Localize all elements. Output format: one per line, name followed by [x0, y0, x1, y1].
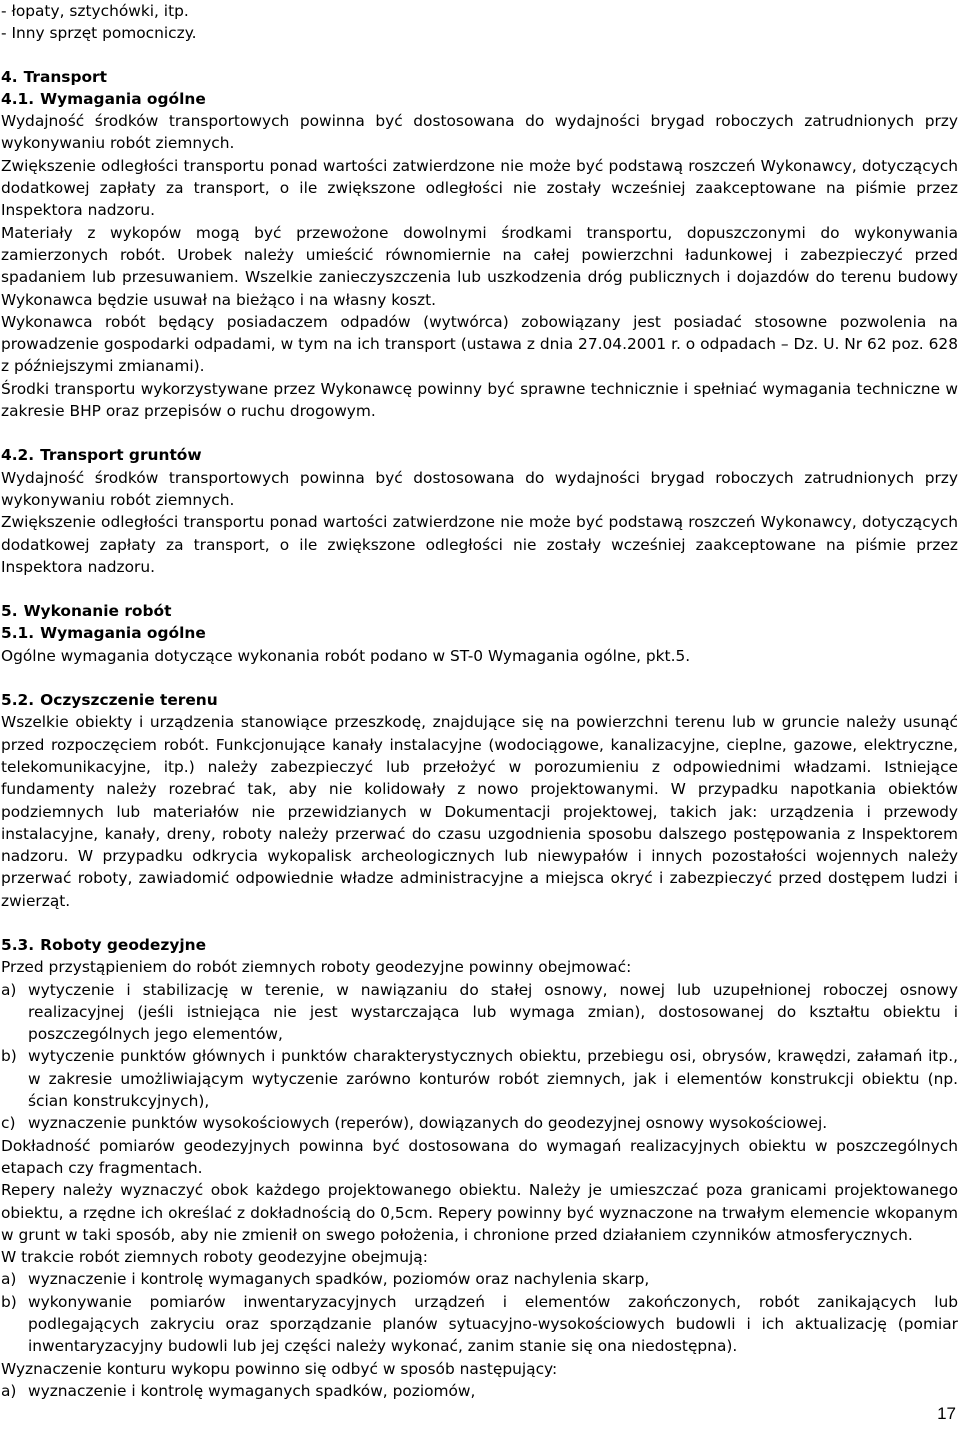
paragraph: Wykonawca robót będący posiadaczem odpadów (wytwórca) zobowiązany jest posiadać stosowne pozwolenia na prowadzenie gospodarki odpadami, w tym na ich transport (ustawa z dnia 27.04.2001 r. o odpadach – Dz. U. Nr 62 poz. 628 z późniejszymi zmianami).: [1, 312, 958, 376]
section-heading: 5. Wykonanie robót: [1, 602, 172, 621]
list-item: a) wytyczenie i stabilizację w terenie, w nawiązaniu do stałej osnowy, nowej lub uzupełnionej roboczej osnowy realizacyjnej (jeśli istniejąca nie jest wystarczająca lub wymaga zmian), dostosowanej do kształtu obiektu i poszczególnych jego elementów,: [1, 980, 958, 1044]
intro-line: - Inny sprzęt pomocniczy.: [1, 24, 197, 43]
subsection-heading: 4.1. Wymagania ogólne: [1, 89, 206, 108]
list-item: a) wyznaczenie i kontrolę wymaganych spadków, poziomów,: [1, 1381, 476, 1400]
list-item: c) wyznaczenie punktów wysokościowych (reperów), dowiązanych do geodezyjnej osnowy wysokościowej.: [1, 1114, 828, 1133]
paragraph: Przed przystąpieniem do robót ziemnych roboty geodezyjne powinny obejmować:: [1, 958, 632, 977]
list-item: b) wykonywanie pomiarów inwentaryzacyjnych urządzeń i elementów zakończonych, robót zanikających lub podlegających zakryciu oraz sporządzanie planów sytuacyjno-wysokościowych budowli i ich aktualizację (pomiar inwentaryzacyjny budowli lub jej części należy wykonać, zanim stanie się ona niedostępna).: [1, 1292, 958, 1356]
paragraph: Zwiększenie odległości transportu ponad wartości zatwierdzone nie może być podstawą roszczeń Wykonawcy, dotyczących dodatkowej zapłaty za transport, o ile zwiększone odległości nie zostały wcześniej zaakceptowane na piśmie przez Inspektora nadzoru.: [1, 513, 958, 576]
list-item: b) wytyczenie punktów głównych i punktów charakterystycznych obiektu, przebiegu osi, obrysów, krawędzi, załamań itp., w zakresie umożliwiającym wytyczenie zarówno konturów robót ziemnych, jak i elementów konstrukcji obiektu (np. ścian konstrukcyjnych),: [1, 1047, 958, 1111]
paragraph: Wydajność środków transportowych powinna być dostosowana do wydajności brygad roboczych zatrudnionych przy wykonywaniu robót ziemnych.: [1, 112, 958, 153]
paragraph: Środki transportu wykorzystywane przez Wykonawcę powinny być sprawne technicznie i spełniać wymagania techniczne w zakresie BHP oraz przepisów o ruchu drogowym.: [1, 379, 958, 421]
paragraph: Repery należy wyznaczyć obok każdego projektowanego obiektu. Należy je umieszczać poza granicami projektowanego obiektu, a rzędne ich określać z dokładnością do 0,5cm. Repery powinny być wyznaczone na trwałym elemencie wkopanym w grunt w taki sposób, aby nie zmienił on swego położenia, i chronione przed działaniem czynników atmosferycznych.: [1, 1181, 958, 1244]
paragraph: Wydajność środków transportowych powinna być dostosowana do wydajności brygad roboczych zatrudnionych przy wykonywaniu robót ziemnych.: [1, 468, 958, 509]
subsection-heading: 5.2. Oczyszczenie terenu: [1, 691, 218, 710]
paragraph: Materiały z wykopów mogą być przewożone dowolnymi środkami transportu, dopuszczonymi do wykonywania zamierzonych robót. Urobek należy umieścić równomiernie na całej powierzchni ładunkowej i zabezpieczyć przed spadaniem lub przesuwaniem. Wszelkie zanieczyszczenia lub uszkodzenia dróg publicznych i dojazdów do terenu budowy Wykonawca będzie usuwał na bieżąco i na własny koszt.: [1, 223, 958, 309]
paragraph: Dokładność pomiarów geodezyjnych powinna być dostosowana do wymagań realizacyjnych obiektu w poszczególnych etapach czy fragmentach.: [1, 1136, 958, 1177]
subsection-heading: 4.2. Transport gruntów: [1, 446, 202, 465]
subsection-heading: 5.3. Roboty geodezyjne: [1, 935, 207, 954]
paragraph: Wszelkie obiekty i urządzenia stanowiące przeszkodę, znajdujące się na powierzchni terenu lub w gruncie należy usunąć przed rozpoczęciem robót. Funkcjonujące kanały instalacyjne (wodociągowe, kanalizacyjne, cieplne, gazowe, elektryczne, telekomunikacyjne, itp.) należy zabezpieczyć lub przełożyć w porozumieniu z odpowiednimi władzami. Istniejące fundamenty należy rozebrać tak, aby nie kolidowały z nowo projektowanymi. W przypadku napotkania obiektów podziemnych lub materiałów nie przewidzianych w Dokumentacji projektowej, takich jak: urządzenia i przewody instalacyjne, kanały, dreny, roboty należy przerwać do czasu uzgodnienia sposobu dalszego postępowania z Inspektorem nadzoru. W przypadku odkrycia wykopalisk archeologicznych lub niewypałów i innych pozostałości wojennych należy przerwać roboty, zawiadomić odpowiednie władze administracyjne a miejsca okryć i zabezpieczyć przed dostępem ludzi i zwierząt.: [1, 713, 958, 910]
page-number: 17: [937, 1403, 956, 1423]
list-item: a) wyznaczenie i kontrolę wymaganych spadków, poziomów oraz nachylenia skarp,: [1, 1270, 650, 1289]
paragraph: Ogólne wymagania dotyczące wykonania robót podano w ST-0 Wymagania ogólne, pkt.5.: [1, 646, 691, 665]
paragraph: Zwiększenie odległości transportu ponad wartości zatwierdzone nie może być podstawą roszczeń Wykonawcy, dotyczących dodatkowej zapłaty za transport, o ile zwiększone odległości nie zostały wcześniej zaakceptowane na piśmie przez Inspektora nadzoru.: [1, 156, 958, 220]
subsection-heading: 5.1. Wymagania ogólne: [1, 624, 206, 643]
section-heading: 4. Transport: [1, 67, 108, 86]
paragraph: W trakcie robót ziemnych roboty geodezyjne obejmują:: [1, 1248, 428, 1267]
intro-line: - łopaty, sztychówki, itp.: [1, 2, 189, 20]
paragraph: Wyznaczenie konturu wykopu powinno się odbyć w sposób następujący:: [1, 1359, 558, 1378]
